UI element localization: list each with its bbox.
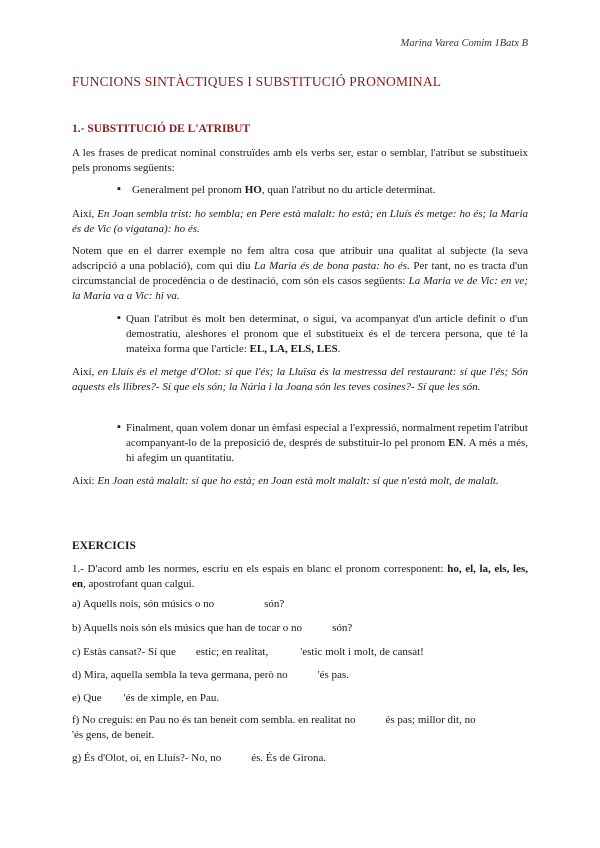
exercise-item-b (72, 622, 352, 634)
exercise-text: 'estic molt i molt, de cansat! (300, 646, 424, 658)
exercise-item-f-continued (72, 729, 154, 741)
example-2-lead: Així, (72, 366, 98, 378)
note-italic-1: La Maria és de bona pasta: ho és. (254, 260, 410, 272)
page-title: FUNCIONS SINTÀCTIQUES I SUBSTITUCIÓ PRONOMINAL (72, 74, 442, 89)
bullet-marker: ▪ (117, 421, 121, 433)
exercise-text: c) Estàs cansat?- Sí que (72, 646, 176, 658)
exercise-text: d) Mira, aquella sembla la teva germana, però no (72, 669, 288, 681)
bullet-paragraph-1 (132, 183, 534, 198)
bullet-1-text: Generalment pel pronom (132, 184, 245, 196)
exercises-heading: EXERCICIS (72, 540, 136, 552)
exercise-item-f (72, 714, 476, 726)
bullet-paragraph-3 (126, 421, 528, 466)
bullet-marker: ▪ (117, 312, 121, 324)
exercise-text: g) És d'Olot, oi, en Lluís?- No, no (72, 752, 222, 764)
bullet-paragraph-2 (126, 312, 528, 357)
exercise-text: b) Aquells nois són els músics que han de tocar o no (72, 622, 303, 634)
example-paragraph-1 (72, 207, 528, 237)
instruction-text-end: , apostrofant quan calgui. (83, 578, 195, 590)
exercise-item-g (72, 752, 326, 764)
example-paragraph-3 (72, 474, 528, 489)
instruction-text: 1.- D'acord amb les normes, escriu en els espais en blanc el pronom corresponent: (72, 563, 448, 575)
page-header-author: Marina Varea Comim 1Batx B (400, 38, 528, 49)
exercise-text: f) No creguis: en Pau no és tan beneit com sembla. en realitat no (72, 714, 356, 726)
exercise-text: 'és de ximple, en Pau. (123, 692, 220, 704)
bullet-3-bold: EN (448, 437, 464, 449)
exercise-text: estic; en realitat, (195, 646, 269, 658)
example-2-text: en Lluís és el metge d'Olot: sí que l'és; la Lluïsa és la mestressa del restaurant: sí que l'és; Són aquests els llibres?- Sí que els són; la Núria i la Joana són les teves cosines?- Sí que les són. (72, 366, 528, 393)
bullet-1-bold: HO (244, 184, 262, 196)
exercise-text: a) Aquells nois, són músics o no (72, 598, 215, 610)
exercise-text: és. És de Girona. (251, 752, 327, 764)
instruction-pronouns: ho, el, la, els, les, en (72, 563, 528, 590)
exercise-item-d (72, 669, 349, 681)
bullet-2-bold: EL, LA, ELS, LES (249, 343, 338, 355)
bullet-marker: ▪ (117, 183, 121, 195)
exercise-item-e (72, 692, 219, 704)
bullet-3-text-end: . A més a més, hi afegim un quantitatiu. (126, 437, 528, 464)
note-paragraph (72, 244, 528, 304)
exercise-text: e) Que (72, 692, 102, 704)
exercise-text: 'és gens, de beneit. (72, 729, 155, 741)
bullet-3-text: Finalment, quan volem donar un èmfasi especial a l'expressió, normalment repetim l'atribut acompanyant-lo de la preposició de, després de substituir-lo pel pronom (126, 422, 528, 449)
intro-text: A les frases de predicat nominal construïdes amb els verbs ser, estar o semblar, l'atribut se substitueix pels pronoms següents: (72, 147, 528, 174)
exercise-text: són? (264, 598, 285, 610)
section-heading: 1.- SUBSTITUCIÓ DE L'ATRIBUT (72, 123, 251, 135)
example-1-lead: Així, (72, 208, 98, 220)
exercise-instruction (72, 562, 528, 592)
bullet-2-text-end: . (337, 343, 341, 355)
exercise-text: és pas; millor dit, no (385, 714, 476, 726)
example-paragraph-2 (72, 365, 528, 395)
intro-paragraph (72, 146, 528, 176)
bullet-2-text: Quan l'atribut és molt ben determinat, o sigui, va acompanyat d'un article definit o d'un demostratiu, aleshores el pronom que el substitueix és el de tercera persona, que té la mateixa forma que l'article: (126, 313, 528, 355)
exercise-text: són? (332, 622, 353, 634)
example-3-lead: Així: (72, 475, 98, 487)
example-1-text: En Joan sembla trist: ho sembla; en Pere està malalt: ho està; en Lluís és metge: ho és; la Maria és de Vic (o vigatana): ho és. (72, 208, 529, 235)
exercise-item-c (72, 646, 424, 658)
exercise-text: 'és pas. (317, 669, 349, 681)
note-italic-2: La Maria ve de Vic: en ve; la Maria va a Vic: hi va. (72, 275, 528, 302)
exercise-item-a (72, 598, 284, 610)
note-text-1: Notem que en el darrer exemple no fem altra cosa que atribuir una qualitat al subjecte (la seva adscripció a una població), com qui diu (72, 245, 528, 272)
note-text-2: Per tant, no es tracta d'un circumstancial de procedència o de destinació, com són els casos següents: (72, 260, 528, 287)
example-3-text: En Joan està malalt: sí que ho està; en Joan està molt malalt: sí que n'està molt, de malalt. (97, 475, 499, 487)
bullet-1-text-end: , quan l'atribut no du article determinat. (261, 184, 436, 196)
